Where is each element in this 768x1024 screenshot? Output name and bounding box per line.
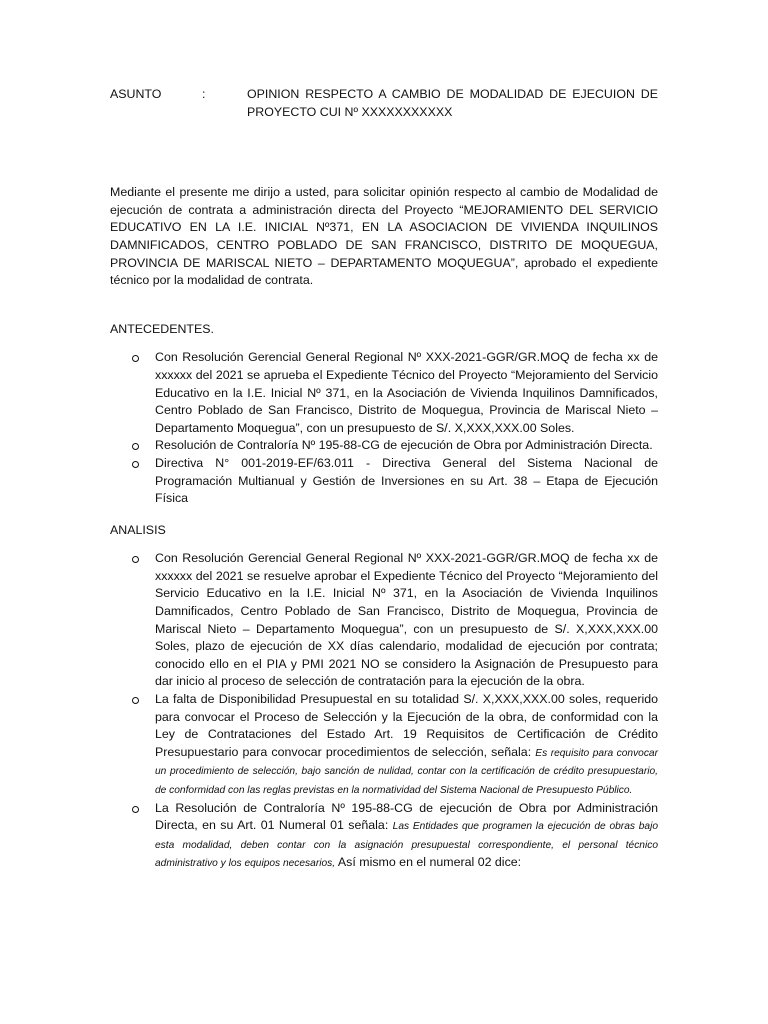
antecedentes-list xyxy=(110,349,658,507)
list-item-quote: Es requisito para convocar un procedimiento de selección, bajo sanción de nulidad, contar con la certificación de crédito presupuestario, de conformidad con las reglas previstas en la normatividad del Sistema Nacional de Presupuesto Público. xyxy=(155,747,658,796)
list-item-text: Con Resolución Gerencial General Regional Nº XXX-2021-GGR/GR.MOQ de fecha xx de xxxxxx del 2021 se resuelve aprobar el Expediente Técnico del Proyecto “Mejoramiento del Servicio Educativo en la I.E. Inicial Nº 371, en la Asociación de Vivienda Inquilinos Damnificados, Centro Poblado de San Francisco, Distrito de Moquegua, Provincia de Mariscal Nieto – Departamento Moquegua”, con un presupuesto de S/. X,XXX,XXX.00 Soles, plazo de ejecución de XX días calendario, modalidad de ejecución por contrata; conocido ello en el PIA y PMI 2021 NO se considero la Asignación de Presupuesto para dar inicio al proceso de selección de contratación para la ejecución de la obra. xyxy=(155,551,658,689)
antecedentes-heading: ANTECEDENTES. xyxy=(110,321,214,336)
list-item xyxy=(110,691,658,800)
list-item xyxy=(110,550,658,691)
list-item-text: La Resolución de Contraloría Nº 195-88-CG de ejecución de Obra por Administración Directa, en su Art. 01 Numeral 01 señala: xyxy=(155,800,658,833)
document-body xyxy=(110,86,658,873)
list-item-quote: Las Entidades que programen la ejecución de obras bajo esta modalidad, deben contar con la asignación presupuestal correspondiente, el personal técnico administrativo y los equipos necesarios, xyxy=(155,821,658,870)
list-item-tail: Así mismo en el numeral 02 dice: xyxy=(337,855,522,870)
circle-bullet-icon xyxy=(132,443,139,450)
list-item xyxy=(110,437,658,455)
analisis-list xyxy=(110,550,658,873)
circle-bullet-icon xyxy=(132,556,139,563)
list-item-text: Resolución de Contraloría Nº 195-88-CG de ejecución de Obra por Administración Directa. xyxy=(155,438,653,453)
subject-label: ASUNTO xyxy=(110,87,162,101)
circle-bullet-icon xyxy=(132,806,139,813)
list-item-text: La falta de Disponibilidad Presupuestal en su totalidad S/. X,XXX,XXX.00 soles, requerido para convocar el Proceso de Selección y la Ejecución de la obra, de conformidad con la Ley de Contrataciones del Estado Art. 19 Requisitos de Certificación de Crédito Presupuestario para convocar procedimientos de selección, señala: xyxy=(155,692,658,759)
circle-bullet-icon xyxy=(132,355,139,362)
list-item xyxy=(110,349,658,437)
subject-value: OPINION RESPECTO A CAMBIO DE MODALIDAD DE EJECUION DE PROYECTO CUI Nº XXXXXXXXXXX xyxy=(247,87,658,119)
list-item-text: Directiva N° 001-2019-EF/63.011 - Directiva General del Sistema Nacional de Programación Multianual y Gestión de Inversiones en su Art. 38 – Etapa de Ejecución Física xyxy=(155,455,658,506)
subject-line xyxy=(110,86,658,121)
subject-colon: : xyxy=(202,87,206,101)
intro-paragraph xyxy=(110,184,658,290)
circle-bullet-icon xyxy=(132,461,139,468)
list-item-text: Con Resolución Gerencial General Regional Nº XXX-2021-GGR/GR.MOQ de fecha xx de xxxxxx del 2021 se aprueba el Expediente Técnico del Proyecto “Mejoramiento del Servicio Educativo en la I.E. Inicial Nº 371, en la Asociación de Vivienda Inquilinos Damnificados, Centro Poblado de San Francisco, Distrito de Moquegua, Provincia de Mariscal Nieto – Departamento Moquegua”, con un presupuesto de S/. X,XXX,XXX.00 Soles. xyxy=(155,350,658,435)
circle-bullet-icon xyxy=(132,697,139,704)
intro-text: Mediante el presente me dirijo a usted, para solicitar opinión respecto al cambio de Modalidad de ejecución de contrata a administración directa del Proyecto “MEJORAMIENTO DEL SERVICIO EDUCATIVO EN LA I.E. INICIAL Nº371, EN LA ASOCIACION DE VIVIENDA INQUILINOS DAMNIFICADOS, CENTRO POBLADO DE SAN FRANCISCO, DISTRITO DE MOQUEGUA, PROVINCIA DE MARISCAL NIETO – DEPARTAMENTO MOQUEGUA”, aprobado el expediente técnico por la modalidad de contrata. xyxy=(110,185,658,288)
analisis-heading: ANALISIS xyxy=(110,522,166,537)
list-item xyxy=(110,455,658,508)
list-item xyxy=(110,800,658,873)
